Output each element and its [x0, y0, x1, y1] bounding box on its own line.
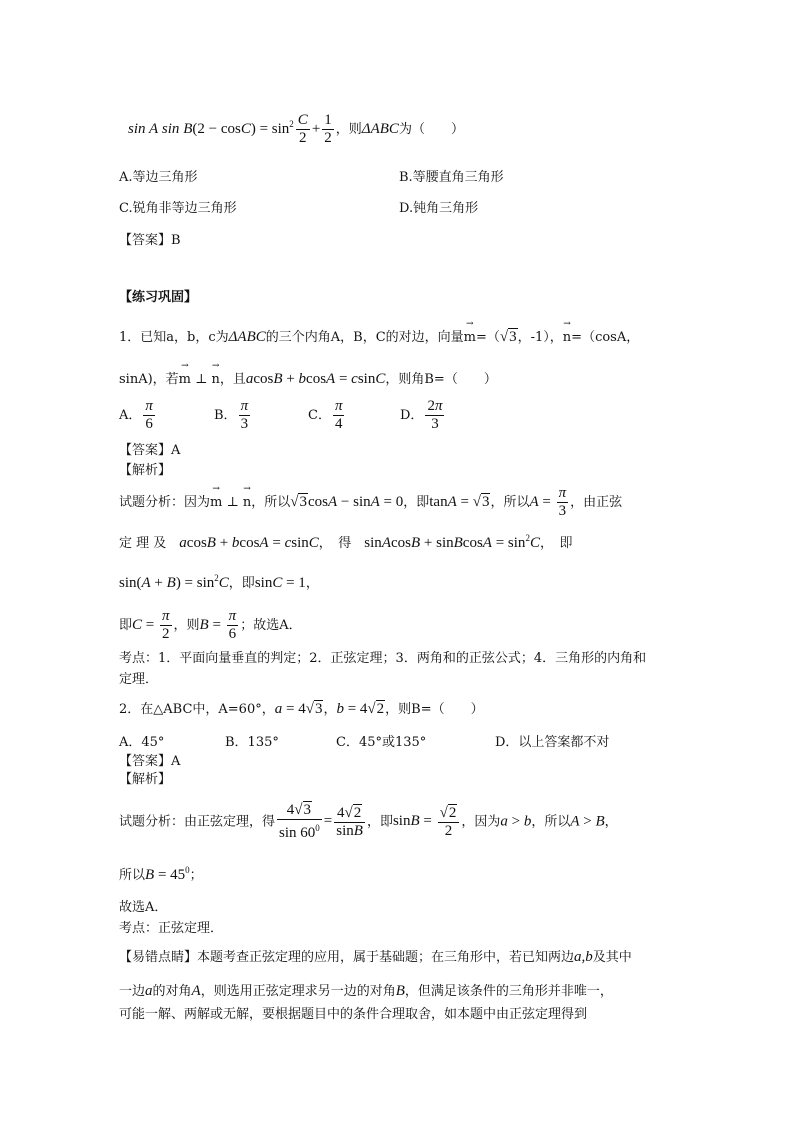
- q1-text: =（cosA，: [571, 330, 640, 345]
- q2-analysis-line1: 试题分析：由正弦定理，得 $\frac{4√3}{\sin 60^0}$ = $\frac{4√2}{\sin B}$ ，即sinB = $\frac{√2}{2}$ ，因为a > b，所以A > B，: [119, 802, 618, 841]
- q2-tip-line2: 一边a的对角A，则选用正弦定理求另一边的对角B，但满足该条件的三角形并非唯一，: [119, 983, 613, 999]
- q1-analysis-line3: $\sin(A + B) = \sin^2C$，即sinC = 1，: [119, 573, 319, 591]
- q2-tip-line1: 【易错点睛】本题考查正弦定理的应用，属于基础题；在三角形中，若已知两边a,b及其中: [119, 949, 632, 965]
- q2-option-a: A．45°: [119, 735, 165, 750]
- q0-equation: sin A $\sin B(2 - \cos C) = \sin^2$ $\frac{C}{2}$ + $\frac{1}{2}$: [128, 112, 332, 146]
- vector-m: → m: [464, 330, 476, 345]
- q0-stem: [128, 112, 464, 147]
- q0-answer: 【答案】B: [119, 233, 181, 248]
- q0-option-a: A.等边三角形: [119, 170, 198, 185]
- q2-answer: 【答案】A: [119, 754, 181, 769]
- q1-text: ，且: [219, 372, 246, 387]
- q1-option-c: C． $\frac{\pi}{4}$: [308, 398, 343, 432]
- q0-option-c: C.锐角非等边三角形: [119, 201, 237, 216]
- q1-analysis-label: 【解析】: [119, 463, 172, 478]
- q1-text: =（: [475, 330, 500, 345]
- section-title: 【练习巩固】: [119, 290, 198, 305]
- q2-kaodian: 考点：正弦定理．: [119, 921, 224, 936]
- q1-answer: 【答案】A: [119, 443, 181, 458]
- q2-analysis-line3: 故选A．: [119, 900, 168, 915]
- sqrt3: √3: [499, 329, 517, 345]
- q1-triangle: ΔABC: [228, 329, 266, 345]
- q1-analysis-line1: 试题分析：因为→ m ⊥ → n，所以√3cosA − sinA = 0，即tanA = √3，所以A = $\frac{\pi}{3}$ ，由正弦: [119, 485, 622, 520]
- q1-text: ，-1），: [517, 330, 563, 345]
- q2-tip-line3: 可能一解、两解或无解，要根据题目中的条件合理取舍，如本题中由正弦定理得到: [119, 1007, 588, 1022]
- q1-option-b: B． $\frac{\pi}{3}$: [214, 398, 249, 432]
- vector-n: → n: [563, 330, 571, 345]
- q2-option-b: B．135°: [225, 735, 279, 750]
- vector-m: → m: [179, 372, 191, 387]
- q1-stem-line2: sinA)，若→ m ⊥ → n，且acosB + bcosA = csinC，则角B=（ ）: [119, 368, 497, 388]
- q1-text: sinA)，若: [119, 372, 179, 387]
- q0-triangle: ΔABC: [361, 120, 399, 137]
- q0-stem-end: 为（ ）: [398, 121, 464, 137]
- q1-kaodian-line1: 考点：1．平面向量垂直的判定；2．正弦定理；3．两角和的正弦公式；4．三角形的内角和: [119, 651, 647, 666]
- q2-option-c: C．45°或135°: [336, 735, 427, 750]
- q2-stem: 2．在△ABC中，A=60°，a = 4√3，b = 4√2，则B=（ ）: [119, 701, 484, 717]
- q2-option-d: D．以上答案都不对: [495, 735, 610, 750]
- q0-option-d: D.钝角三角形: [399, 201, 479, 216]
- q1-stem-line1: [119, 326, 639, 346]
- q2-analysis-line2: 所以$B = 45^0$；: [119, 865, 203, 883]
- q1-analysis-line4: 即C = $\frac{\pi}{2}$ ，则B = $\frac{\pi}{6}$ ；故选A．: [119, 608, 302, 642]
- q1-text: 1．已知a，b，c为: [119, 330, 229, 345]
- q1-condition: acosB + bcosA = csinC: [245, 371, 386, 387]
- q1-option-d: D． $\frac{2\pi}{3}$: [400, 398, 443, 432]
- q0-stem-suffix: ，则: [335, 121, 362, 137]
- q1-analysis-line2: 定 理 及 acosB + bcosA = csinC， 得 sinAcosB + sinBcosA = $\sin^2C$， 即: [119, 533, 573, 551]
- q2-analysis-label: 【解析】: [119, 772, 172, 787]
- q0-option-b: B.等腰直角三角形: [399, 170, 504, 185]
- vector-n: → n: [212, 372, 220, 387]
- q1-option-a: A． $\frac{\pi}{6}$: [119, 398, 153, 432]
- q1-text: 的三个内角A，B，C的对边，向量: [265, 330, 464, 345]
- q1-kaodian-line2: 定理．: [119, 672, 159, 687]
- q1-text: ，则角B=（ ）: [385, 372, 497, 387]
